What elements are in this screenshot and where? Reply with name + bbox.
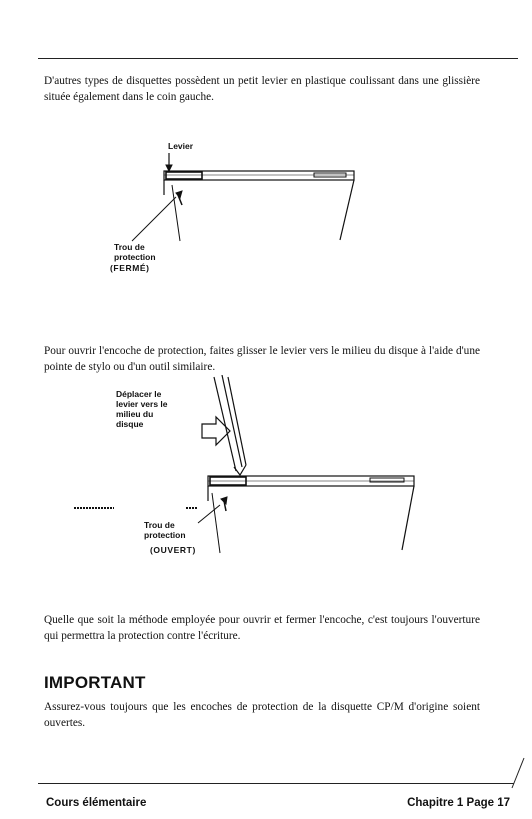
paragraph-method-note: Quelle que soit la méthode employée pour ouvrir et fermer l'encoche, c'est toujours l'ouverture qui permettra la protection contre l'écriture. bbox=[44, 614, 480, 642]
hole-label-line-2: protection bbox=[144, 530, 186, 540]
paragraph-important: Assurez-vous toujours que les encoches de protection de la disquette CP/M d'origine soient ouvertes. bbox=[44, 701, 480, 729]
hole-state-open: (OUVERT) bbox=[150, 545, 196, 555]
paragraph-open-instructions: Pour ouvrir l'encoche de protection, faites glisser le levier vers le milieu du disque à l'aide d'une pointe de stylo ou d'un outil similaire. bbox=[44, 345, 480, 373]
footer-left: Cours élémentaire bbox=[46, 797, 147, 809]
figure-lever-closed bbox=[100, 135, 380, 280]
top-rule bbox=[38, 58, 518, 59]
lever-label: Levier bbox=[168, 141, 194, 151]
hole-label-line-1: Trou de bbox=[114, 242, 145, 252]
move-label-line-1: Déplacer le bbox=[116, 389, 162, 399]
move-label-line-4: disque bbox=[116, 419, 144, 429]
hole-label-line-2: protection bbox=[114, 252, 156, 262]
bottom-rule bbox=[38, 783, 514, 784]
important-heading: IMPORTANT bbox=[44, 673, 146, 692]
footer-right: Chapitre 1 Page 17 bbox=[407, 797, 510, 809]
move-label-line-3: milieu du bbox=[116, 409, 154, 419]
hole-label-line-1: Trou de bbox=[144, 520, 175, 530]
figure-lever-open bbox=[70, 375, 430, 585]
paragraph-lever-intro: D'autres types de disquettes possèdent un petit levier en plastique coulissant dans une glissière située également dans le coin gauche. bbox=[44, 75, 480, 103]
move-label-line-2: levier vers le bbox=[116, 399, 168, 409]
hole-state-closed: (FERMÉ) bbox=[110, 263, 150, 273]
margin-mark bbox=[508, 756, 528, 792]
